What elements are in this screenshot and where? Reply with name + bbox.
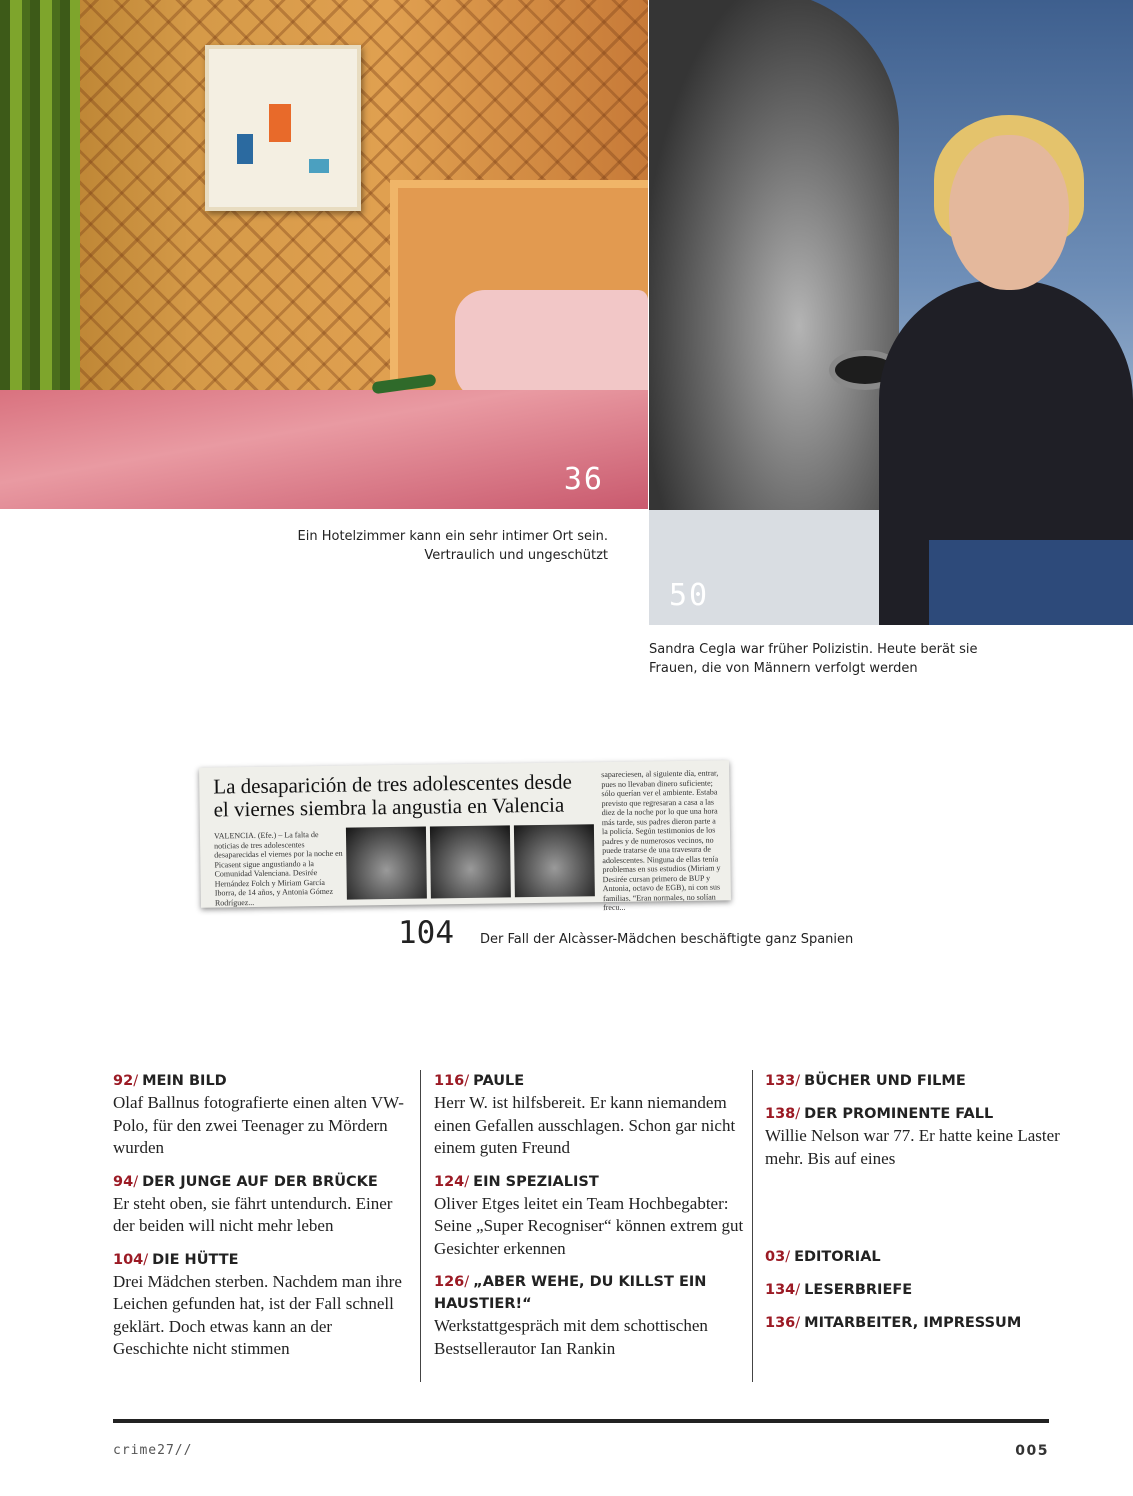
victim-photo [514,824,595,897]
toc-entry[interactable] [765,1103,1065,1170]
toc-entry-heading [765,1246,1065,1268]
toc-entry-title: DER JUNGE AUF DER BRÜCKE [142,1173,378,1190]
pillow [455,290,648,400]
toc-entry-page: 126 [434,1274,465,1290]
toc-column-3 [752,1070,1065,1382]
toc-entry-title: EIN SPEZIALIST [473,1173,599,1190]
toc-entry-page: 92 [113,1073,134,1089]
portrait-photo [649,0,1133,625]
toc-entry[interactable] [434,1070,752,1160]
toc-entry-heading [113,1171,409,1193]
newspaper-clipping [199,760,731,913]
toc-entry-title: „ABER WEHE, DU KILLST EIN HAUSTIER!“ [434,1274,707,1312]
toc-entry-page: 138 [765,1106,796,1122]
toc-entry-teaser: Oliver Etges leitet ein Team Hochbegabter: Seine „Super Recogniser“ können extrem gut Gesichter erkennen [434,1193,744,1258]
page-number: 005 [1015,1443,1049,1459]
clipping-caption: Der Fall der Alcàsser-Mädchen beschäftigte ganz Spanien [480,932,854,947]
hotel-caption: Ein Hotelzimmer kann ein sehr intimer Ort sein. Vertraulich und ungeschützt [297,529,608,563]
slash-separator: / [795,1073,801,1089]
clipping-page-number: 104 [398,915,454,951]
toc-entry[interactable] [434,1171,752,1261]
slash-separator: / [133,1173,139,1190]
toc-entry-heading [113,1070,409,1092]
toc-entry-title: MEIN BILD [142,1073,227,1089]
toc-entry[interactable] [765,1070,1065,1092]
toc-entry[interactable] [113,1249,409,1361]
hotel-room-photo [0,0,648,509]
toc-entry[interactable] [113,1171,409,1238]
portrait-page-number: 50 [669,578,710,613]
toc-entry[interactable] [434,1271,752,1360]
slash-separator: / [795,1106,801,1122]
toc-entry-heading [765,1070,1065,1092]
slash-separator: / [464,1173,470,1190]
slash-separator: / [464,1073,470,1089]
toc-entry-heading [434,1271,752,1315]
clipping-headline: La desaparición de tres adolescentes desde el viernes siembra la angustia en Valencia [213,769,573,822]
toc-entry-page: 134 [765,1282,796,1298]
jeans [929,540,1133,625]
toc-entry-title: LESERBRIEFE [804,1282,913,1298]
toc-entry-title: DIE HÜTTE [152,1251,239,1268]
toc-entry-teaser: Werkstattgespräch mit dem schottischen Bestsellerautor Ian Rankin [434,1316,708,1358]
toc-entry-page: 136 [765,1315,796,1331]
toc-entry-page: 94 [113,1173,134,1190]
toc-entry-heading [765,1279,1065,1301]
toc-entry-title: DER PROMINENTE FALL [804,1106,994,1122]
toc-entry-page: 116 [434,1073,465,1089]
slash-separator: / [785,1249,791,1265]
toc-entry-title: BÜCHER UND FILME [804,1073,966,1089]
victim-photo [346,827,427,900]
toc-entry-heading [434,1070,752,1092]
toc-entry-page: 124 [434,1173,465,1190]
slash-separator: / [133,1073,139,1089]
toc-entry-teaser: Herr W. ist hilfsbereit. Er kann niemandem einen Gefallen ausschlagen. Schon gar nicht einem guten Freund [434,1093,736,1157]
green-curtain [0,0,80,440]
toc-entry-heading [434,1171,752,1193]
toc-entry-page: 03 [765,1249,786,1265]
clipping-body-right: sapareciesen, al siguiente día, entrar, pues no llevaban dinero suficiente; sólo querían ver el ambiente. Estaba previsto que regresaran a casa a las diez de la noche por lo que una hora más tarde, sus padres dieron parte a la policía. Según testimonios de los padres y de numerosos vecinos, no puede tratarse de una travesura de adolescentes. Ninguna de ellas tenía problemas en sus estudios (Miriam y Desirée cursan primero de BUP y Antonia, octavo de EGB), ni con sus familias. “Eran normales, no solían frecu... [601,768,721,913]
toc-entry[interactable] [765,1279,1065,1301]
toc-entry-teaser: Olaf Ballnus fotografierte einen alten VW-Polo, für den zwei Teenager zu Mördern wurden [113,1093,404,1157]
toc-entry-teaser: Drei Mädchen sterben. Nachdem man ihre Leichen gefunden hat, ist der Fall schnell geklärt. Doch etwas kann an der Geschichte nicht stimmen [113,1271,402,1358]
toc-entry[interactable] [765,1246,1065,1268]
toc-entry[interactable] [113,1070,409,1160]
toc-entry-title: EDITORIAL [794,1249,881,1265]
toc-entry-page: 133 [765,1073,796,1089]
slash-separator: / [464,1274,470,1290]
magazine-issue: crime27// [113,1443,193,1458]
wall-painting [205,45,361,211]
toc-entry-title: MITARBEITER, IMPRESSUM [804,1315,1022,1331]
hotel-page-number: 36 [563,462,604,497]
victim-photo [430,825,511,898]
toc-entry-heading [765,1103,1065,1125]
toc-entry-teaser: Willie Nelson war 77. Er hatte keine Laster mehr. Bis auf eines [765,1126,1060,1168]
toc-column-2 [420,1070,752,1382]
footer-rule [113,1419,1049,1423]
toc-entry-teaser: Er steht oben, sie fährt untendurch. Einer der beiden will nicht mehr leben [113,1193,393,1235]
portrait-caption: Sandra Cegla war früher Polizistin. Heute berät sie Frauen, die von Männern verfolgt werden [649,642,978,676]
clipping-body-left: VALENCIA. (Efe.) – La falta de noticias de tres adolescentes desaparecidas el viernes por la noche en Picasent sigue angustiando a la Comunidad Valenciana. Desirée Hernández Folch y Miriam García Iborra, de 14 años, y Antonia Gómez Rodríguez... [213,830,343,907]
slash-separator: / [795,1282,801,1298]
toc-column-1 [113,1070,409,1372]
slash-separator: / [795,1315,801,1331]
toc-entry-heading [113,1249,409,1271]
toc-entry-title: PAULE [473,1073,525,1089]
bed-sheets [0,390,648,509]
slash-separator: / [143,1251,149,1268]
toc-entry[interactable] [765,1312,1065,1334]
mural-face [649,0,899,550]
woman-face [949,135,1069,290]
toc-entry-heading [765,1312,1065,1334]
toc-entry-page: 104 [113,1251,144,1268]
